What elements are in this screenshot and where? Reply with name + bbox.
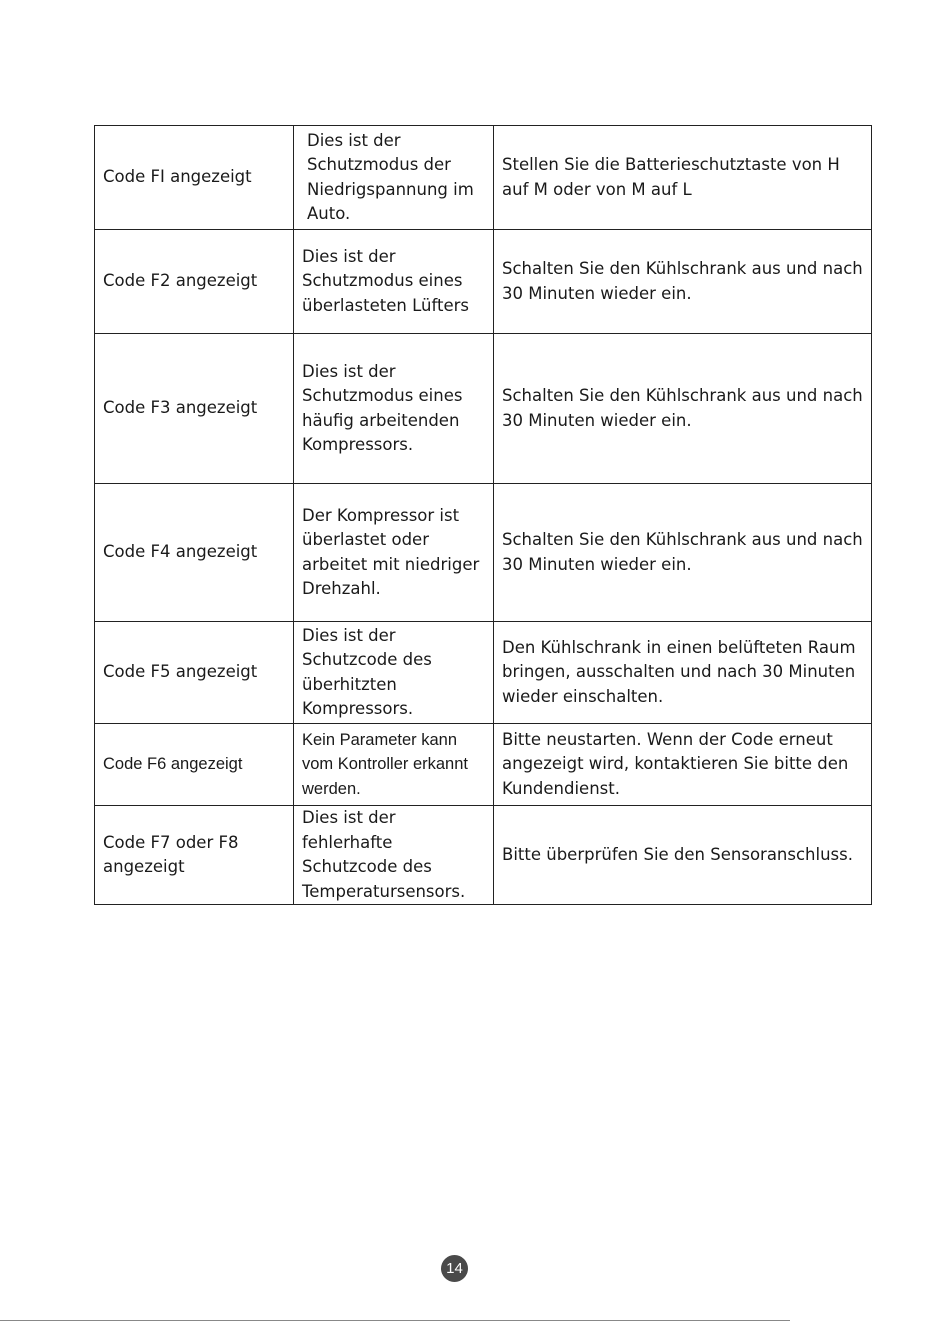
solution-cell: Bitte überprüfen Sie den Sensoranschluss. <box>494 806 872 905</box>
description-cell: Dies ist der Schutzcode des überhitzten Kompressors. <box>294 622 494 724</box>
solution-cell: Stellen Sie die Batterieschutztaste von H auf M oder von M auf L <box>494 126 872 230</box>
description-cell: Dies ist der Schutzmodus eines häufig arbeitenden Kompressors. <box>294 334 494 484</box>
table-row <box>95 724 872 806</box>
description-cell: Dies ist der Schutzmodus der Niedrigspannung im Auto. <box>294 126 494 230</box>
error-code-table <box>94 125 872 905</box>
description-cell: Der Kompressor ist überlastet oder arbeitet mit niedriger Drehzahl. <box>294 484 494 622</box>
table-row <box>95 126 872 230</box>
solution-cell: Schalten Sie den Kühlschrank aus und nach 30 Minuten wieder ein. <box>494 230 872 334</box>
error-code-cell: Code F7 oder F8 angezeigt <box>95 806 294 905</box>
solution-cell: Bitte neustarten. Wenn der Code erneut angezeigt wird, kontaktieren Sie bitte den Kundendienst. <box>494 724 872 806</box>
table-row <box>95 622 872 724</box>
description-cell: Kein Parameter kann vom Kontroller erkannt werden. <box>294 724 494 806</box>
description-cell: Dies ist der fehlerhafte Schutzcode des Temperatursensors. <box>294 806 494 905</box>
solution-cell: Schalten Sie den Kühlschrank aus und nach 30 Minuten wieder ein. <box>494 334 872 484</box>
solution-cell: Den Kühlschrank in einen belüfteten Raum bringen, ausschalten und nach 30 Minuten wieder einschalten. <box>494 622 872 724</box>
error-code-cell: Code F4 angezeigt <box>95 484 294 622</box>
description-cell: Dies ist der Schutzmodus eines überlasteten Lüfters <box>294 230 494 334</box>
error-code-cell: Code FI angezeigt <box>95 126 294 230</box>
table-row <box>95 484 872 622</box>
footer-divider <box>0 1320 790 1321</box>
error-code-cell: Code F6 angezeigt <box>95 724 294 806</box>
solution-cell: Schalten Sie den Kühlschrank aus und nach 30 Minuten wieder ein. <box>494 484 872 622</box>
table-row <box>95 230 872 334</box>
table-row <box>95 806 872 905</box>
table-row <box>95 334 872 484</box>
error-code-cell: Code F5 angezeigt <box>95 622 294 724</box>
page-number-badge: 14 <box>441 1255 468 1282</box>
error-code-cell: Code F2 angezeigt <box>95 230 294 334</box>
error-code-cell: Code F3 angezeigt <box>95 334 294 484</box>
